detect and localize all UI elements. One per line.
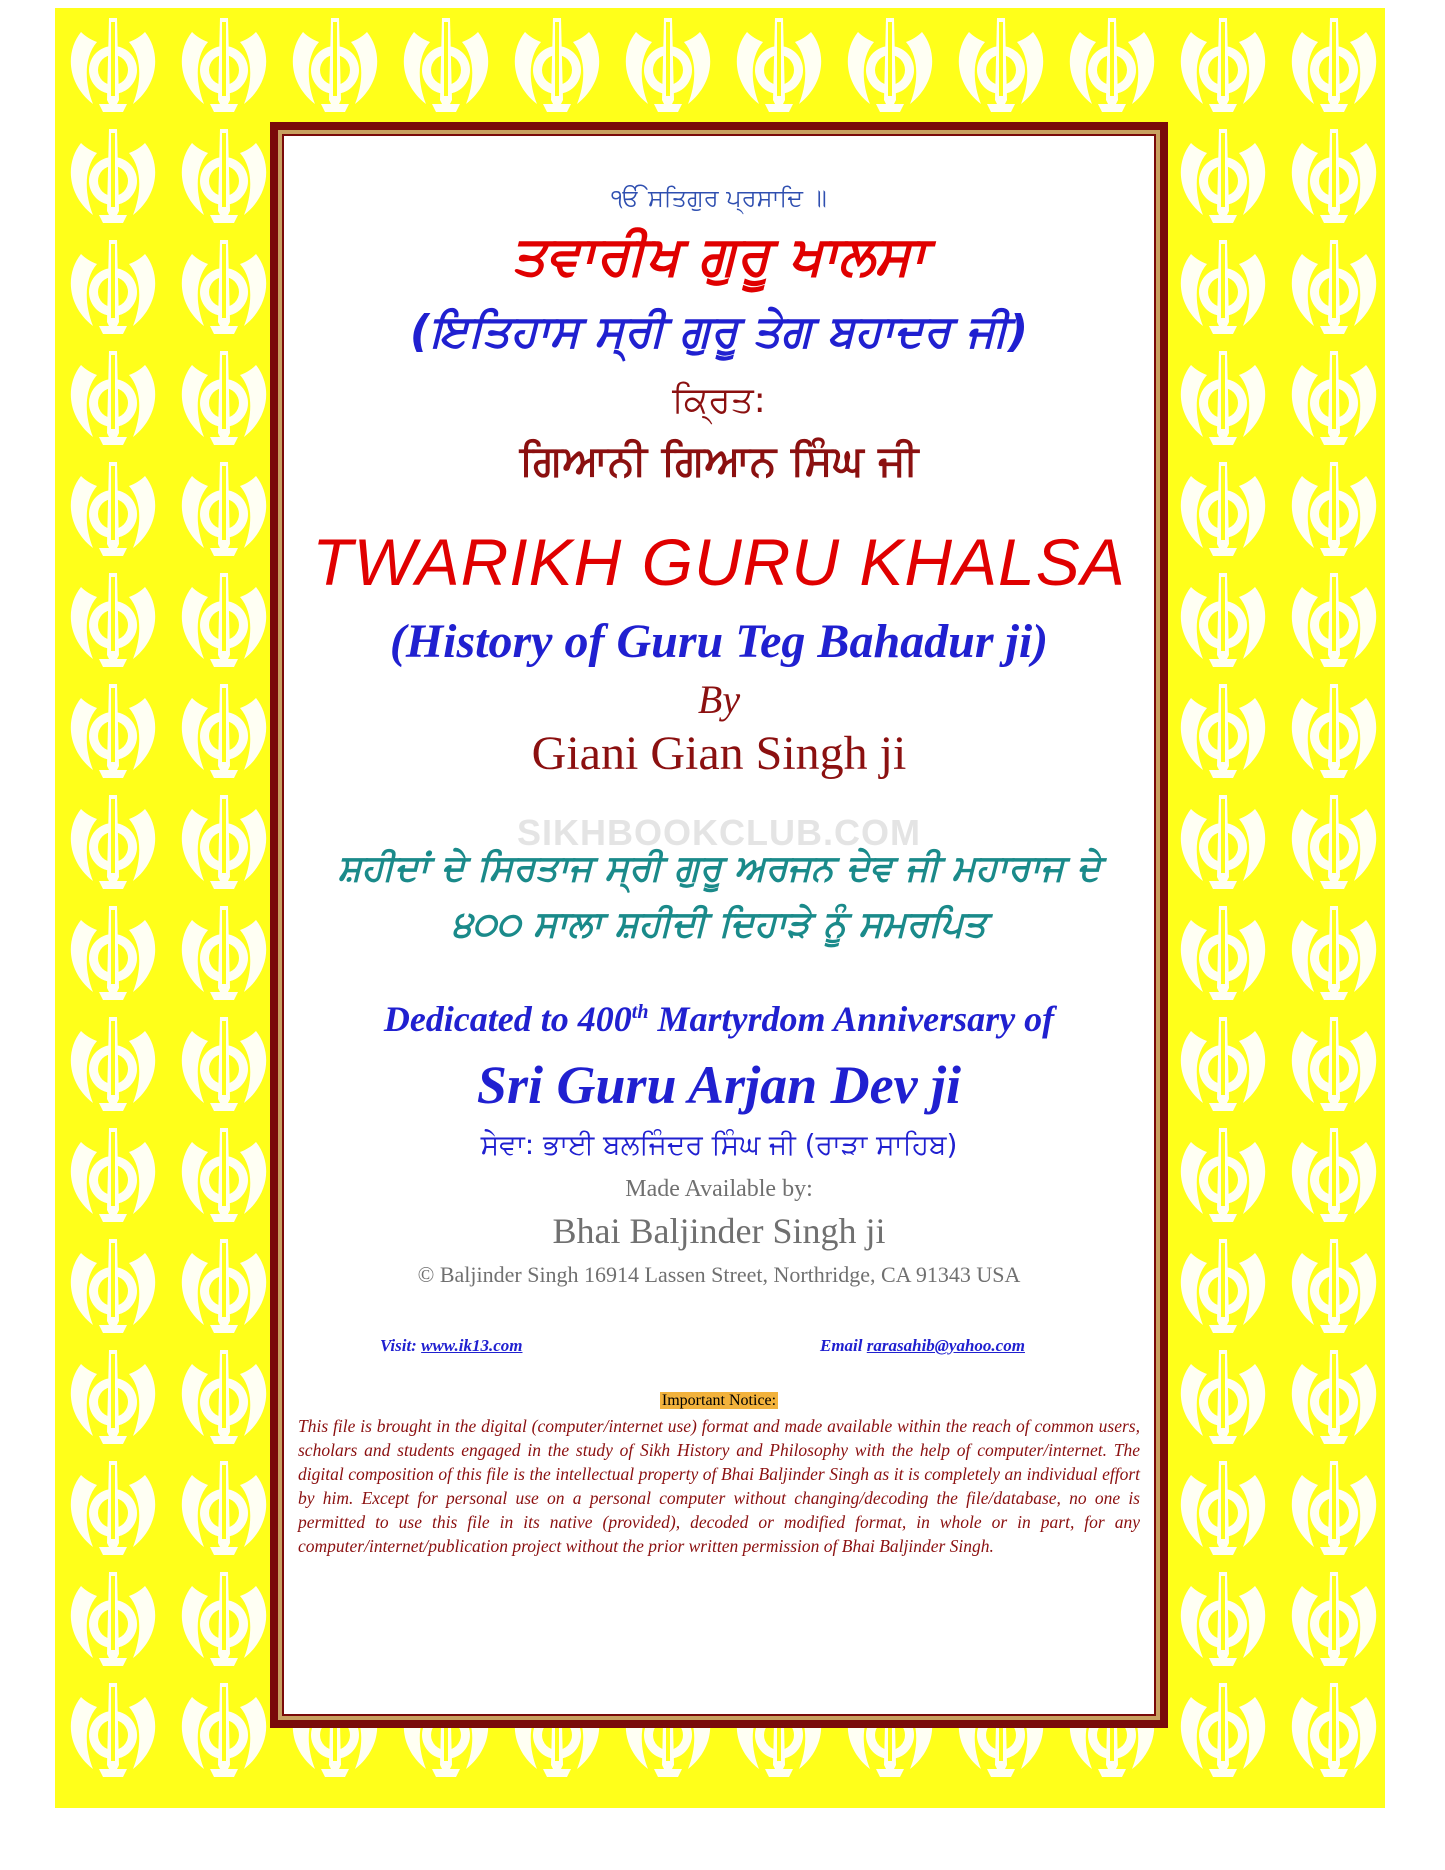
email-line: Email rarasahib@yahoo.com — [820, 1336, 1025, 1355]
copyright-address: © Baljinder Singh 16914 Lassen Street, Northridge, CA 91343 USA — [417, 1262, 1021, 1287]
khanda-icon — [1173, 12, 1273, 120]
title-english: TWARIKH GURU KHALSA — [312, 525, 1126, 599]
khanda-icon — [1062, 12, 1162, 120]
guru-name: Sri Guru Arjan Dev ji — [476, 1055, 962, 1115]
khanda-icon — [1284, 1677, 1384, 1785]
khanda-icon — [63, 12, 163, 120]
khanda-icon — [396, 12, 496, 120]
khanda-icon — [1284, 900, 1384, 1008]
khanda-icon — [1173, 1677, 1273, 1785]
by-label-punjabi: ਕ੍ਰਿਤ: — [672, 380, 766, 421]
khanda-icon — [174, 12, 274, 120]
khanda-icon — [174, 345, 274, 453]
khanda-icon — [63, 234, 163, 342]
khanda-icon — [174, 1455, 274, 1563]
khanda-icon — [840, 12, 940, 120]
khanda-icon — [1173, 123, 1273, 231]
khanda-icon — [63, 1566, 163, 1674]
email-link[interactable]: rarasahib@yahoo.com — [866, 1336, 1025, 1355]
khanda-icon — [63, 1011, 163, 1119]
made-available-label: Made Available by: — [625, 1176, 813, 1202]
khanda-icon — [1173, 234, 1273, 342]
khanda-icon — [1284, 123, 1384, 231]
khanda-icon — [1284, 1566, 1384, 1674]
khanda-icon — [1284, 1122, 1384, 1230]
khanda-icon — [1284, 234, 1384, 342]
khanda-icon — [285, 12, 385, 120]
khanda-icon — [1284, 567, 1384, 675]
khanda-icon — [1173, 456, 1273, 564]
mool-mantar: ੴ ਸਤਿਗੁਰ ਪ੍ਰਸਾਦਿ ॥ — [611, 184, 827, 212]
khanda-icon — [618, 12, 718, 120]
khanda-icon — [63, 1455, 163, 1563]
khanda-icon — [1284, 678, 1384, 786]
website-link[interactable]: www.ik13.com — [421, 1336, 523, 1355]
khanda-icon — [174, 678, 274, 786]
khanda-icon — [174, 456, 274, 564]
khanda-icon — [174, 1233, 274, 1341]
khanda-icon — [63, 567, 163, 675]
khanda-icon — [63, 789, 163, 897]
khanda-icon — [1173, 789, 1273, 897]
khanda-icon — [1173, 1344, 1273, 1452]
khanda-icon — [1284, 1344, 1384, 1452]
khanda-icon — [174, 1011, 274, 1119]
visit-line: Visit: www.ik13.com — [380, 1336, 523, 1355]
khanda-icon — [1173, 1122, 1273, 1230]
khanda-icon — [1284, 789, 1384, 897]
khanda-icon — [174, 1566, 274, 1674]
subtitle-english: (History of Guru Teg Bahadur ji) — [389, 615, 1049, 668]
title-frame — [270, 122, 1168, 1728]
khanda-icon — [174, 1122, 274, 1230]
khanda-icon — [174, 567, 274, 675]
notice-body: This file is brought in the digital (computer/internet use) format and made available within the reach of common users, scholars and students engaged in the study of Sikh History and Philosophy with the help of computer/internet. The digital composition of this file is the intellectual property of Bhai Baljinder Singh as it is completely an individual effort by him. Except for personal use on a personal computer without changing/decoding the file/database, no one is permitted to use this file in its native (provided), decoded or modified format, in whole or in part, for any computer/internet/publication project without the prior written permission of Bhai Baljinder Singh. — [298, 1416, 1140, 1556]
khanda-icon — [1284, 345, 1384, 453]
khanda-icon — [63, 456, 163, 564]
khanda-icon — [1173, 1233, 1273, 1341]
khanda-icon — [1173, 678, 1273, 786]
khanda-icon — [729, 12, 829, 120]
notice-heading: Important Notice: — [661, 1392, 777, 1409]
khanda-icon — [63, 1122, 163, 1230]
khanda-icon — [63, 1233, 163, 1341]
title-page-content — [282, 134, 1156, 1716]
khanda-icon — [1284, 1233, 1384, 1341]
khanda-icon — [174, 234, 274, 342]
khanda-icon — [1173, 1011, 1273, 1119]
title-punjabi: ਤਵਾਰੀਖ ਗੁਰੂ ਖਾਲਸਾ — [511, 224, 927, 287]
khanda-icon — [63, 900, 163, 1008]
dedication-english: Dedicated to 400th Martyrdom Anniversary of — [383, 999, 1055, 1039]
khanda-icon — [1173, 567, 1273, 675]
publisher-name: Bhai Baljinder Singh ji — [552, 1211, 886, 1251]
khanda-icon — [1173, 1566, 1273, 1674]
seva-credit: ਸੇਵਾ: ਭਾਈ ਬਲਜਿੰਦਰ ਸਿੰਘ ਜੀ (ਰਾੜਾ ਸਾਹਿਬ) — [480, 1128, 958, 1161]
subtitle-punjabi: (ਇਤਿਹਾਸ ਸ੍ਰੀ ਗੁਰੂ ਤੇਗ ਬਹਾਦਰ ਜੀ) — [409, 306, 1029, 357]
khanda-icon — [1284, 1455, 1384, 1563]
khanda-icon — [1284, 456, 1384, 564]
by-label: By — [697, 677, 741, 722]
khanda-icon — [63, 345, 163, 453]
khanda-icon — [63, 123, 163, 231]
khanda-icon — [174, 1344, 274, 1452]
khanda-icon — [63, 1344, 163, 1452]
khanda-icon — [63, 1677, 163, 1785]
khanda-icon — [63, 678, 163, 786]
khanda-icon — [1284, 12, 1384, 120]
khanda-icon — [1284, 1011, 1384, 1119]
khanda-icon — [507, 12, 607, 120]
dedication-punjabi-line1: ਸ਼ਹੀਦਾਂ ਦੇ ਸਿਰਤਾਜ ਸ੍ਰੀ ਗੁਰੂ ਅਰਜਨ ਦੇਵ ਜੀ ਮਹਾਰਾਜ ਦੇ — [337, 848, 1101, 889]
khanda-icon — [174, 1677, 274, 1785]
author-english: Giani Gian Singh ji — [531, 727, 907, 780]
author-punjabi: ਗਿਆਨੀ ਗਿਆਨ ਸਿੰਘ ਜੀ — [519, 436, 919, 485]
khanda-icon — [1173, 1455, 1273, 1563]
khanda-icon — [1173, 345, 1273, 453]
khanda-icon — [174, 123, 274, 231]
khanda-icon — [174, 900, 274, 1008]
khanda-icon — [1173, 900, 1273, 1008]
khanda-icon — [951, 12, 1051, 120]
dedication-punjabi-line2: ੪੦੦ ਸਾਲਾ ਸ਼ਹੀਦੀ ਦਿਹਾੜੇ ਨੂੰ ਸਮਰਪਿਤ — [451, 904, 987, 945]
watermark: SIKHBOOKCLUB.COM — [517, 812, 921, 853]
khanda-icon — [174, 789, 274, 897]
